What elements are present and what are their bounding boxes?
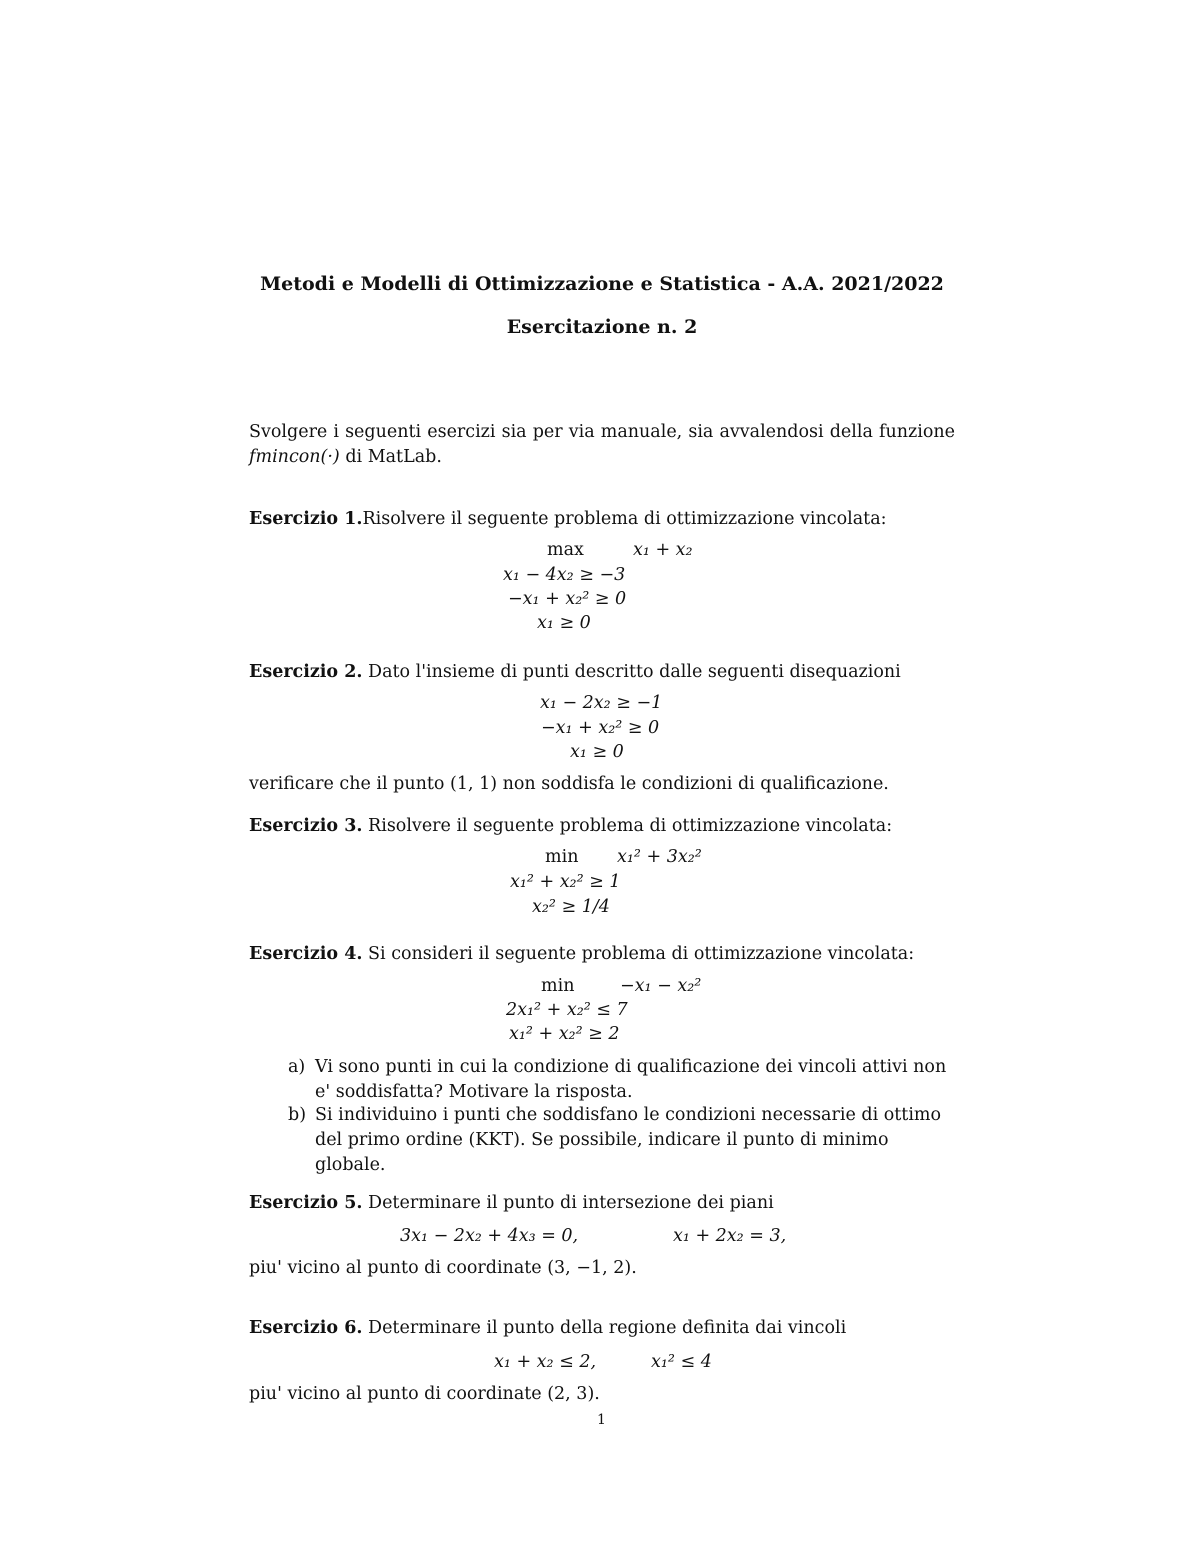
exercise-1-constraint-1: x₁ − 4x₂ ≥ −3	[503, 565, 626, 585]
exercise-2-text: Dato l'insieme di punti descritto dalle seguenti disequazioni	[368, 662, 901, 682]
exercise-3-constraint-2: x₂² ≥ 1/4	[532, 897, 610, 917]
exercise-6-equation-2: x₁² ≤ 4	[651, 1352, 712, 1372]
exercise-2-constraint-3: x₁ ≥ 0	[570, 742, 624, 762]
exercise-1-constraint-3: x₁ ≥ 0	[537, 613, 591, 633]
exercise-4-item-a-label: a)	[288, 1057, 306, 1077]
exercise-6-after: piu' vicino al punto di coordinate (2, 3).	[249, 1384, 600, 1404]
exercise-3-statement	[249, 816, 892, 836]
exercise-3-objective: x₁² + 3x₂²	[617, 847, 702, 867]
exercise-4-constraint-1: 2x₁² + x₂² ≤ 7	[506, 1000, 628, 1020]
exercise-4-item-b	[288, 1103, 956, 1178]
intro-tail: di MatLab.	[345, 447, 442, 467]
exercise-6-text: Determinare il punto della regione definita dai vincoli	[368, 1318, 847, 1338]
exercise-6-statement	[249, 1318, 846, 1338]
exercise-2-label: Esercizio 2.	[249, 662, 363, 682]
exercise-4-statement	[249, 944, 914, 964]
intro-paragraph	[249, 420, 955, 470]
exercise-2-statement	[249, 662, 901, 682]
exercise-5-text: Determinare il punto di intersezione dei piani	[368, 1193, 774, 1213]
exercise-1-constraint-2: −x₁ + x₂² ≥ 0	[508, 589, 627, 609]
exercise-2-after: verificare che il punto (1, 1) non soddisfa le condizioni di qualificazione.	[249, 774, 889, 794]
exercise-4-label: Esercizio 4.	[249, 944, 363, 964]
exercise-6-equation-1: x₁ + x₂ ≤ 2,	[494, 1352, 597, 1372]
exercise-6-label: Esercizio 6.	[249, 1318, 363, 1338]
exercise-1-text: Risolvere il seguente problema di ottimizzazione vincolata:	[362, 509, 887, 529]
exercise-5-statement	[249, 1193, 774, 1213]
exercise-3-label: Esercizio 3.	[249, 816, 363, 836]
exercise-1-opt: max	[547, 540, 584, 560]
exercise-3-constraint-1: x₁² + x₂² ≥ 1	[510, 872, 621, 892]
exercise-2-constraint-2: −x₁ + x₂² ≥ 0	[541, 718, 660, 738]
intro-text: Svolgere i seguenti esercizi sia per via manuale, sia avvalendosi della funzione	[249, 422, 955, 442]
exercise-2-constraint-1: x₁ − 2x₂ ≥ −1	[540, 693, 663, 713]
exercise-3-text: Risolvere il seguente problema di ottimizzazione vincolata:	[368, 816, 893, 836]
exercise-4-item-b-text: Si individuino i punti che soddisfano le condizioni necessarie di ottimo del primo ordine (KKT). Se possibile, indicare il punto di minimo globale.	[315, 1105, 942, 1175]
exercise-1-label: Esercizio 1.	[249, 509, 363, 529]
exercise-3-opt: min	[545, 847, 579, 867]
exercise-4-item-b-label: b)	[288, 1105, 307, 1125]
page-number: 1	[597, 1412, 606, 1428]
intro-function-name: fmincon(·)	[249, 447, 340, 467]
exercise-5-equation-2: x₁ + 2x₂ = 3,	[673, 1226, 787, 1246]
exercise-5-after: piu' vicino al punto di coordinate (3, −1, 2).	[249, 1258, 637, 1278]
document-subtitle: Esercitazione n. 2	[506, 316, 698, 338]
exercise-4-item-a	[288, 1055, 956, 1105]
exercise-4-constraint-2: x₁² + x₂² ≥ 2	[509, 1024, 620, 1044]
exercise-4-opt: min	[541, 976, 575, 996]
document-title: Metodi e Modelli di Ottimizzazione e Statistica - A.A. 2021/2022	[260, 273, 944, 295]
exercise-1-statement	[249, 509, 887, 529]
exercise-5-equation-1: 3x₁ − 2x₂ + 4x₃ = 0,	[400, 1226, 579, 1246]
exercise-4-objective: −x₁ − x₂²	[620, 976, 702, 996]
exercise-5-label: Esercizio 5.	[249, 1193, 363, 1213]
exercise-1-objective: x₁ + x₂	[633, 540, 693, 560]
exercise-4-text: Si consideri il seguente problema di ottimizzazione vincolata:	[368, 944, 915, 964]
exercise-4-item-a-text: Vi sono punti in cui la condizione di qualificazione dei vincoli attivi non e' soddisfatta? Motivare la risposta.	[315, 1057, 947, 1102]
